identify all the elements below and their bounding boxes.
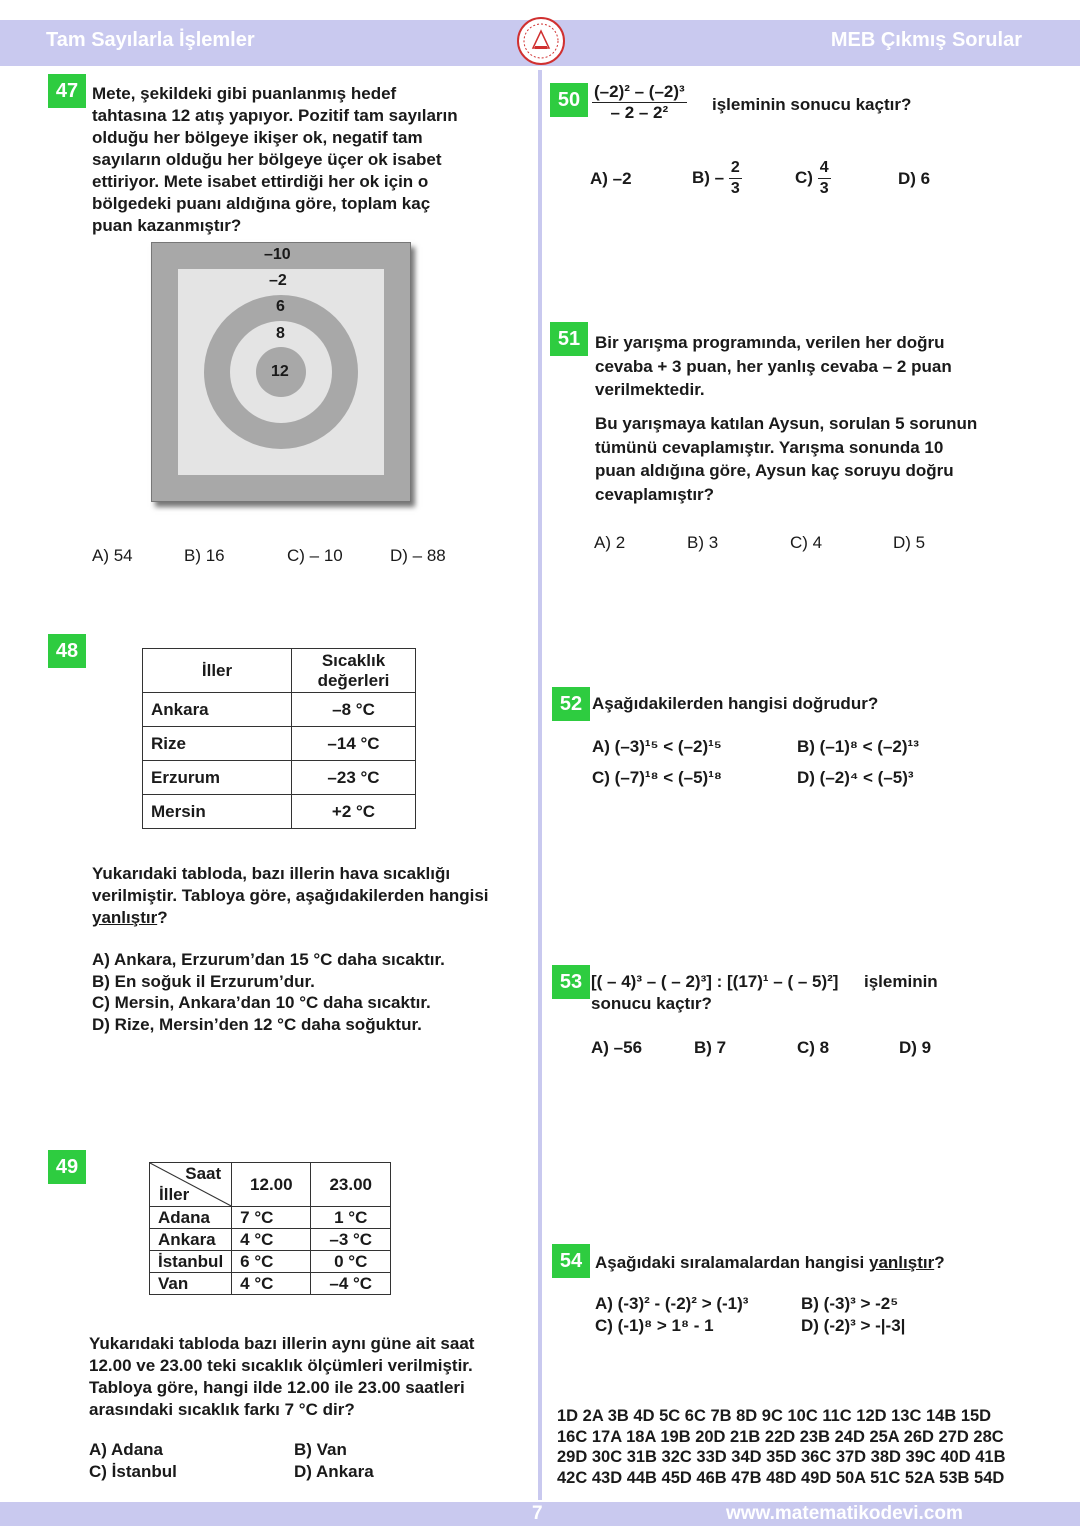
q50-option-c-fraction xyxy=(818,158,831,199)
question-number-51: 51 xyxy=(550,322,588,356)
q49-city: İstanbul xyxy=(150,1251,232,1273)
q49-noon-value: 4 °C xyxy=(232,1273,311,1295)
answer-key-line: 42C 43D 44B 45D 46B 47B 48D 49D 50A 51C 52A 53B 54D xyxy=(557,1468,1005,1487)
question-47-text: Mete, şekildeki gibi puanlanmış hedef tahtasına 12 atış yapıyor. Pozitif tam sayıların olduğu her bölgeye ikişer ok, negatif tam sayıların olduğu her bölgeye üçer ok isabet ettiriyor. Mete isabet ettirdiği her ok için o bölgedeki puanı aldığına göre, toplam kaç puan kazanmıştır? xyxy=(92,84,458,235)
question-49-text: Yukarıdaki tabloda bazı illerin aynı güne ait saat 12.00 ve 23.00 teki sıcaklık ölçümleri verilmiştir. Tabloya göre, hangi ilde 12.00 ile 23.00 saatleri arasındaki sıcaklık farkı 7 °C dir? xyxy=(89,1334,475,1419)
question-50-text: işleminin sonucu kaçtır? xyxy=(712,95,912,114)
q50-denominator: – 2 – 2² xyxy=(610,103,669,122)
q51-option-b[interactable]: B) 3 xyxy=(687,533,719,552)
q49-temperature-table xyxy=(149,1162,391,1295)
q50-option-c-label: C) xyxy=(795,167,813,187)
footer-url[interactable]: www.matematikodevi.com xyxy=(726,1503,963,1524)
q54-text-end: ? xyxy=(934,1253,945,1272)
q48-city: Erzurum xyxy=(143,761,292,795)
q54-option-d[interactable]: D) (-2)³ > -|-3| xyxy=(801,1316,906,1335)
q50-option-b-label: B) – xyxy=(692,167,725,187)
q49-option-d[interactable]: D) Ankara xyxy=(294,1462,374,1481)
q48-header-values xyxy=(292,649,416,693)
target-label-3: 6 xyxy=(276,298,285,315)
header-right-title: MEB Çıkmış Sorular xyxy=(830,29,1022,51)
q51-option-c[interactable]: C) 4 xyxy=(790,533,823,552)
q49-option-b[interactable]: B) Van xyxy=(294,1440,347,1459)
q47-option-b[interactable]: B) 16 xyxy=(184,546,225,565)
answer-key-line: 16C 17A 18A 19B 20D 21B 22D 23B 24D 25A 26D 27D 28C xyxy=(557,1427,1004,1446)
q49-header-noon: 12.00 xyxy=(232,1163,311,1207)
question-number-52: 52 xyxy=(552,687,590,721)
answer-key xyxy=(557,1406,1006,1488)
q54-option-b[interactable]: B) (-3)³ > -2⁵ xyxy=(801,1294,899,1313)
q48-option-d[interactable]: D) Rize, Mersin’den 12 °C daha soğuktur. xyxy=(92,1015,422,1034)
target-label-2: –2 xyxy=(269,272,287,289)
q50-option-d[interactable]: D) 6 xyxy=(898,169,931,188)
q49-corner-bottom: İller xyxy=(159,1185,190,1204)
question-48-text xyxy=(92,863,497,929)
q53-option-d[interactable]: D) 9 xyxy=(899,1038,932,1057)
q51-option-d[interactable]: D) 5 xyxy=(893,533,926,552)
q50-option-b-den: 3 xyxy=(730,180,740,197)
q54-text-part: Aşağıdaki sıralamalardan hangisi xyxy=(595,1253,870,1272)
q53-option-b[interactable]: B) 7 xyxy=(694,1038,727,1057)
question-number-49: 49 xyxy=(48,1150,86,1184)
q50-numerator: (–2)² – (–2)³ xyxy=(594,82,685,101)
q49-city: Adana xyxy=(150,1207,232,1229)
q48-header-values-line2: değerleri xyxy=(317,670,390,690)
q50-option-c[interactable] xyxy=(795,158,831,199)
q52-option-d[interactable]: D) (–2)⁴ < (–5)³ xyxy=(797,768,914,787)
question-number-50: 50 xyxy=(550,83,588,117)
q49-city: Ankara xyxy=(150,1229,232,1251)
q48-option-c[interactable]: C) Mersin, Ankara’dan 10 °C daha sıcaktır. xyxy=(92,993,431,1012)
q50-option-c-num: 4 xyxy=(818,158,831,179)
question-52-text: Aşağıdakilerden hangisi doğrudur? xyxy=(592,694,879,713)
q50-option-b-fraction xyxy=(729,158,742,199)
question-number-54: 54 xyxy=(552,1244,590,1278)
q50-option-b-num: 2 xyxy=(729,158,742,179)
question-number-48: 48 xyxy=(48,634,86,668)
q54-underlined-word: yanlıştır xyxy=(869,1253,935,1272)
meb-logo-icon xyxy=(516,16,566,66)
q48-option-a[interactable]: A) Ankara, Erzurum’dan 15 °C daha sıcaktır. xyxy=(92,950,445,969)
q50-option-c-den: 3 xyxy=(819,180,829,197)
q51-option-a[interactable]: A) 2 xyxy=(594,533,626,552)
q50-fraction xyxy=(592,82,687,123)
q48-text-end: ? xyxy=(157,908,168,927)
q48-text-part: Yukarıdaki tabloda, bazı illerin hava sıcaklığı verilmiştir. Tabloya göre, aşağıdakilerden hangisi xyxy=(92,864,489,905)
target-label-center: 12 xyxy=(271,363,289,380)
q48-value: +2 °C xyxy=(292,795,416,829)
target-board xyxy=(151,242,411,502)
page-number: 7 xyxy=(532,1503,543,1524)
q49-noon-value: 4 °C xyxy=(232,1229,311,1251)
q49-night-value: 0 °C xyxy=(311,1251,391,1273)
q53-option-a[interactable]: A) –56 xyxy=(591,1038,643,1057)
question-number-53: 53 xyxy=(552,965,590,999)
q47-option-d[interactable]: D) – 88 xyxy=(390,546,446,565)
q49-corner-cell xyxy=(150,1163,232,1207)
q52-option-b[interactable]: B) (–1)⁸ < (–2)¹³ xyxy=(797,737,919,756)
q47-option-c[interactable]: C) – 10 xyxy=(287,546,343,565)
q53-expression: [( – 4)³ – ( – 2)³] : [(17)¹ – ( – 5)²] xyxy=(591,972,839,991)
q49-option-c[interactable]: C) İstanbul xyxy=(89,1462,177,1481)
q49-header-night: 23.00 xyxy=(311,1163,391,1207)
q48-value: –14 °C xyxy=(292,727,416,761)
page-header xyxy=(0,20,1080,66)
q48-value: –23 °C xyxy=(292,761,416,795)
q48-header-cities: İller xyxy=(143,649,292,693)
question-number-47: 47 xyxy=(48,74,86,108)
question-54-text xyxy=(595,1252,945,1274)
q48-value: –8 °C xyxy=(292,693,416,727)
q49-noon-value: 7 °C xyxy=(232,1207,311,1229)
q49-option-a[interactable]: A) Adana xyxy=(89,1440,163,1459)
target-label-4: 8 xyxy=(276,325,285,342)
q48-option-b[interactable]: B) En soğuk il Erzurum’dur. xyxy=(92,972,315,991)
q49-night-value: –4 °C xyxy=(311,1273,391,1295)
q52-option-c[interactable]: C) (–7)¹⁸ < (–5)¹⁸ xyxy=(592,768,722,787)
q54-option-a[interactable]: A) (-3)² - (-2)² > (-1)³ xyxy=(595,1294,749,1313)
q49-corner-top: Saat xyxy=(185,1164,222,1183)
q49-city: Van xyxy=(150,1273,232,1295)
q52-option-a[interactable]: A) (–3)¹⁵ < (–2)¹⁵ xyxy=(592,737,722,756)
q49-night-value: –3 °C xyxy=(311,1229,391,1251)
question-53-text-2: sonucu kaçtır? xyxy=(591,994,712,1013)
column-divider xyxy=(538,70,542,1500)
header-left-title: Tam Sayılarla İşlemler xyxy=(46,29,255,51)
answer-key-line: 1D 2A 3B 4D 5C 6C 7B 8D 9C 10C 11C 12D 13C 14B 15D xyxy=(557,1407,992,1425)
q48-city: Ankara xyxy=(143,693,292,727)
q48-header-values-line1: Sıcaklık xyxy=(321,650,386,670)
answer-key-line: 29D 30C 31B 32C 33D 34D 35D 36C 37D 38D 39C 40D 41B xyxy=(557,1448,1006,1466)
q48-city: Rize xyxy=(143,727,292,761)
q49-night-value: 1 °C xyxy=(311,1207,391,1229)
question-51-text-2: Bu yarışmaya katılan Aysun, sorulan 5 sorunun tümünü cevaplamıştır. Yarışma sonunda 10 puan aldığına göre, Aysun kaç soruyu doğru cevaplamıştır? xyxy=(595,414,978,504)
question-53-text: işleminin xyxy=(864,972,938,991)
q49-noon-value: 6 °C xyxy=(232,1251,311,1273)
q50-option-a[interactable]: A) –2 xyxy=(590,169,632,188)
question-51-text-1: Bir yarışma programında, verilen her doğru cevaba + 3 puan, her yanlış cevaba – 2 puan verilmektedir. xyxy=(595,333,952,399)
target-label-outer: –10 xyxy=(264,246,291,263)
q48-underlined-word: yanlıştır xyxy=(92,908,158,927)
q53-option-c[interactable]: C) 8 xyxy=(797,1038,830,1057)
q48-city: Mersin xyxy=(143,795,292,829)
page-footer xyxy=(0,1502,1080,1526)
q50-option-b[interactable] xyxy=(692,158,742,199)
q48-temperature-table xyxy=(142,648,416,829)
q54-option-c[interactable]: C) (-1)⁸ > 1⁸ - 1 xyxy=(595,1316,714,1335)
q47-option-a[interactable]: A) 54 xyxy=(92,546,133,565)
